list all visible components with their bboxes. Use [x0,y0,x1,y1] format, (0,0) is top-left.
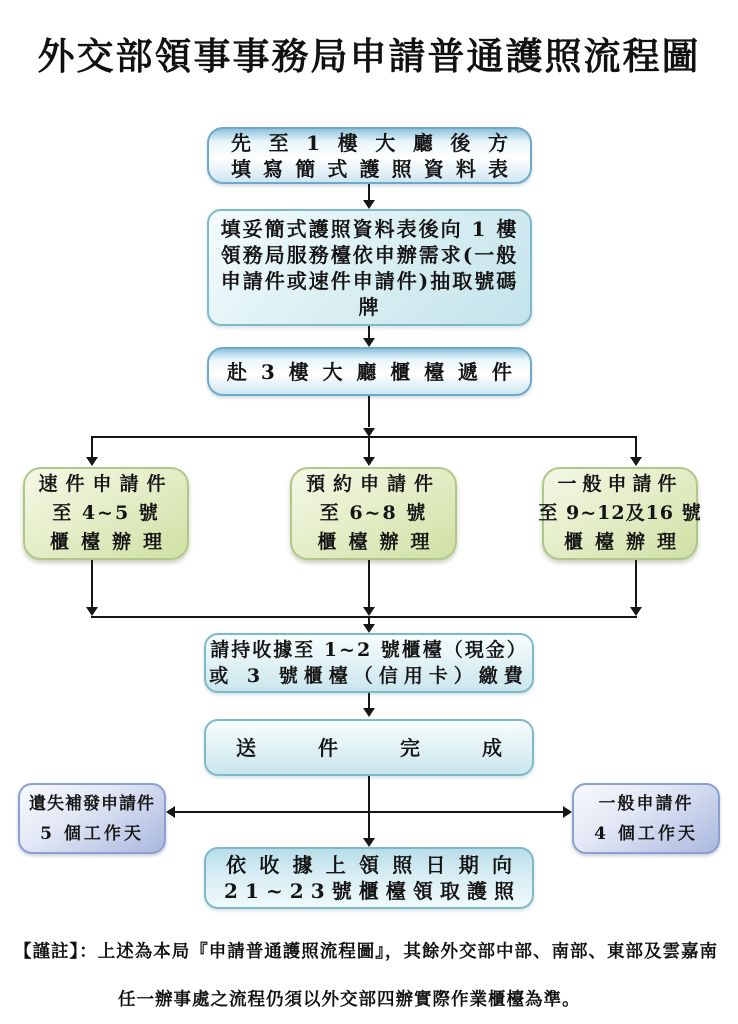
flow-box-line: 牌 [358,294,381,319]
flow-box-line: 速件申請件 [38,473,174,495]
arrow-down-icon [630,607,642,616]
flow-box-line: 請持收據至 1~2 號櫃檯（現金） [210,639,528,661]
arrow-down-icon [363,457,375,466]
flow-box-line: 遺失補發申請件 [29,793,155,814]
branch-split-line [91,436,637,438]
flow-box-express-counter [23,467,189,560]
connector-step3-branch [368,396,370,427]
flow-box-line: 至 4~5 號 [52,502,160,524]
flow-box-fill-form [207,127,532,184]
flow-box-line: 預約申請件 [305,473,441,495]
flow-box-general-workdays [572,783,720,854]
connector-branch-reserved [368,438,370,458]
flow-box-line: 櫃檯辦理 [563,531,688,553]
arrow-down-icon [86,607,98,616]
arrow-down-icon [86,457,98,466]
flow-box-line: 填 寫 簡 式 護 照 資 料 表 [231,156,508,181]
flow-box-line: 申請件或速件申請件)抽取號碼 [220,268,519,293]
flow-box-line: 2 1 ~ 2 3 號 櫃 檯 領 取 護 照 [224,879,514,903]
footnote-line-2: 任一辦事處之流程仍須以外交部四辦實際作業櫃檯為準。 [118,990,581,1010]
flow-box-submission-complete [204,719,534,776]
flow-box-line: 5 個工作天 [40,823,144,844]
flow-box-line: 至 9~12及16 號 [538,502,702,524]
footnote-line-1: 【謹註】：上述為本局『申請普通護照流程圖』，其餘外交部中部、南部、東部及雲嘉南 [14,942,718,962]
connector-reserved-merge [368,560,370,608]
flow-box-line: 依 收 據 上 領 照 日 期 向 [226,853,512,877]
flow-box-line: 4 個工作天 [594,823,698,844]
arrow-right-icon [563,806,572,818]
connector-express-merge [91,560,93,608]
connector-step1-step2 [368,184,370,201]
arrow-down-icon [363,338,375,347]
arrow-down-icon [363,200,375,209]
flow-box-line: 櫃檯辦理 [317,531,442,553]
connector-general-merge [635,560,637,608]
flow-box-line: 櫃檯辦理 [49,531,174,553]
arrow-down-icon [363,607,375,616]
flow-box-line: 一般申請件 [557,473,683,495]
arrow-down-icon [630,457,642,466]
flow-box-payment [204,633,534,693]
flow-box-take-number [207,209,532,326]
flow-box-line: 一般申請件 [598,793,694,814]
flow-box-line: 或 3 號櫃檯（信用卡）繳費 [209,665,529,687]
arrow-left-icon [166,806,175,818]
flow-box-line: 至 6~8 號 [319,502,428,524]
flow-box-line: 填妥簡式護照資料表後向 1 樓 [220,216,519,241]
flow-box-pickup-passport [204,847,534,909]
connector-branch-express [91,438,93,458]
merge-line [91,616,637,618]
connector-branch-general [635,438,637,458]
arrow-down-icon [363,624,375,633]
arrow-down-icon [363,708,375,717]
flow-box-line: 赴 3 樓 大 廳 櫃 檯 遞 件 [227,359,512,384]
page-title: 外交部領事事務局申請普通護照流程圖 [37,34,701,78]
flow-box-line: 領務局服務檯依申辦需求(一般 [220,242,519,267]
flow-box-line: 送 件 完 成 [236,735,502,760]
flow-box-line: 先 至 1 樓 大 廳 後 方 [231,130,508,155]
flow-box-lost-reissue [18,783,166,854]
connector-payment-done [368,693,370,709]
connector-done-pickup [368,776,370,839]
side-branch-line [172,811,566,813]
flow-box-general-counter [538,467,702,560]
arrow-down-icon [363,838,375,847]
flow-box-go-3f [207,347,532,396]
flow-box-reserved-counter [290,467,457,560]
